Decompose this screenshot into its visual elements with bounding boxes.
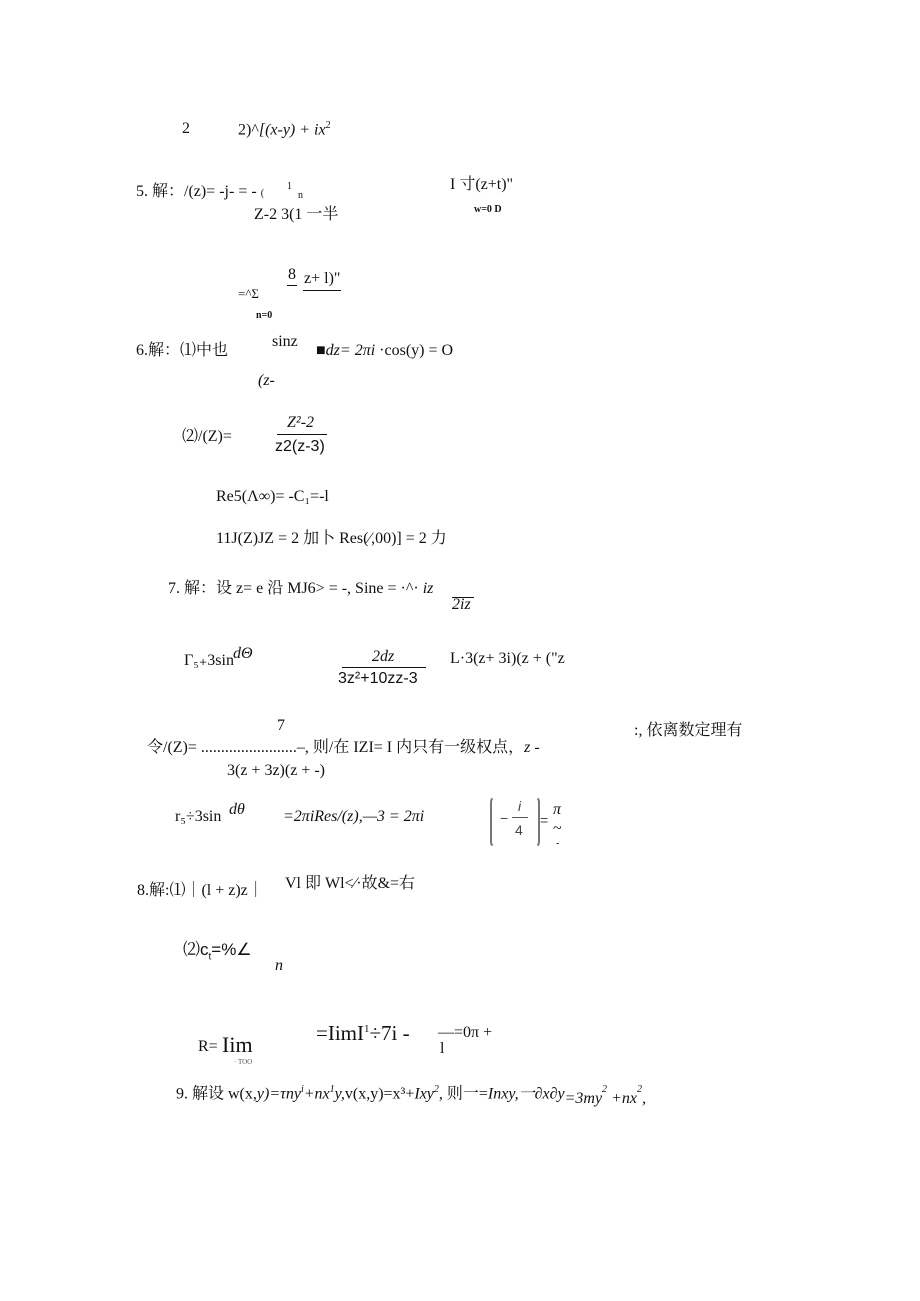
q5-sum-num: 8 xyxy=(288,266,296,283)
q7-box-pi: π xyxy=(553,801,562,818)
q7-label xyxy=(168,580,433,598)
q7-eq2: =2πiRes/(z),—3 = 2πi xyxy=(283,808,425,825)
q5-right-term: I 寸(z+t)" xyxy=(450,176,514,193)
q7-seven: 7 xyxy=(277,717,285,734)
q7-den-quad: 3z²+10zz-3 xyxy=(338,670,418,687)
q7-label-iz: iz xyxy=(422,580,434,597)
q7-box-eq: = xyxy=(540,812,549,828)
q6-integral: 11J(Z)JZ = 2 加卜 Res(⁄,00)] = 2 力 xyxy=(216,530,447,547)
q7-ling-z: z - xyxy=(524,739,540,756)
q9-b-sup: i xyxy=(300,1084,304,1095)
q8-n: n xyxy=(275,957,283,974)
q5-paren: ( xyxy=(260,188,265,199)
q8-eq-sup: 1 xyxy=(364,1023,370,1035)
q7-box-i: i xyxy=(518,798,522,814)
q5-sum-fracline xyxy=(287,285,297,286)
q7-ling xyxy=(147,739,540,757)
q5-denominator: Z-2 3(1 一半 xyxy=(254,206,339,223)
q9-i-sup: 2 xyxy=(602,1084,608,1095)
q7-dtheta: dΘ xyxy=(233,645,253,662)
q8-lim-sub: · TOO xyxy=(234,1058,253,1066)
q6-num: sinz xyxy=(272,333,298,350)
line1-expr-bracket: [(x-y) + ix xyxy=(258,121,326,139)
q7-r5: r₅÷3sin xyxy=(175,808,222,825)
q6-part2-num: Z²-2 xyxy=(287,414,315,431)
q8-eq xyxy=(316,1021,410,1045)
q8-eq-b: ÷7i - xyxy=(369,1021,410,1045)
q8-c-sub: t xyxy=(208,951,212,963)
q8-lim: Iim xyxy=(222,1032,253,1057)
q5-label-text: 5. 解：/(z)= -j- = - xyxy=(136,183,261,200)
q5-label xyxy=(136,183,264,201)
q5-right-sub: w=0 D xyxy=(474,204,502,215)
q8-c-part xyxy=(183,940,252,963)
line1-expression xyxy=(238,120,331,140)
q9-j-sup: 2 xyxy=(636,1084,642,1095)
q7-gamma: Γ₅₊3sin xyxy=(184,652,234,669)
q8-eq-a: =IimI xyxy=(316,1021,364,1045)
q8-R: R= xyxy=(198,1038,218,1055)
line1-expr-start: 2)^ xyxy=(238,121,259,139)
q9-k: , xyxy=(641,1090,646,1108)
q5-sum-prefix: =^Σ xyxy=(238,286,259,301)
q9-b: y)=τny xyxy=(256,1085,301,1103)
q5-sum-sub: n=0 xyxy=(256,310,273,321)
q7-box-fracline xyxy=(512,817,528,818)
q7-fracline-b xyxy=(342,667,426,668)
q6-residue: Re5(Λ∞)= -C₁=-l xyxy=(216,488,329,505)
q7-dtheta2: dθ xyxy=(229,801,245,818)
q5-subn: n xyxy=(298,190,303,201)
q7-label-text: 7. 解：设 z= e 沿 MJ6> = -, Sine = ·^· xyxy=(168,580,423,597)
q9-c-sup: 1 xyxy=(329,1084,335,1095)
q6-part2-fracline xyxy=(277,434,327,435)
q6-part2-label: ⑵/(Z)= xyxy=(182,428,232,445)
line1-number: 2 xyxy=(182,120,190,137)
q7-box-minus: − xyxy=(500,810,509,826)
q9-f: Ixy xyxy=(414,1085,434,1103)
q7-ling-text: 令/(Z)= ........................–, 则/在 IZI= I 内只有一级权点， xyxy=(147,739,525,756)
q7-ling-den: 3(z + 3z)(z + -) xyxy=(227,762,325,779)
q7-box-tilde: ~ xyxy=(553,820,562,837)
q7-num-2dz: 2dz xyxy=(372,648,395,665)
q9-f-sup: 2 xyxy=(433,1084,439,1095)
q9-line xyxy=(176,1084,646,1108)
q9-d: y, xyxy=(334,1085,345,1103)
q9-a: 9. 解设 w(x, xyxy=(176,1085,257,1103)
line1-expr-sup: 2 xyxy=(325,120,331,131)
q9-g: , 则一= xyxy=(438,1085,488,1103)
q9-i: =3my xyxy=(564,1090,603,1108)
q6-equation xyxy=(316,342,453,360)
q9-h: Inxy,一∂x∂y xyxy=(487,1085,565,1103)
q6-part2-den: z2(z-3) xyxy=(275,438,325,455)
q7-box-4: 4 xyxy=(515,822,523,838)
q8-label: 8.解:⑴｜(l + z)z｜ xyxy=(137,882,264,899)
q6-eq-dz: dz= 2πi xyxy=(325,342,376,359)
q8-right: Vl 即 Wl<⁄·故&=右 xyxy=(285,875,416,892)
q5-sum-term: z+ l)" xyxy=(304,270,341,287)
q8-eq-c: —=0π + xyxy=(438,1024,493,1041)
q7-right-factor: L·3(z+ 3i)(z + ("z xyxy=(450,650,565,667)
q5-term-line xyxy=(303,290,341,291)
q8-c-rest: =%∠ xyxy=(211,940,252,959)
q5-sup: 1 xyxy=(287,181,292,192)
q7-ling-right: :, 依离数定理有 xyxy=(634,722,743,739)
q6-label: 6.解：⑴中也 xyxy=(136,342,229,359)
q6-eq-square: ■ xyxy=(316,342,326,359)
q6-eq-cos: ·cos(y) = O xyxy=(375,342,454,359)
q9-c: +nx xyxy=(303,1085,330,1103)
q8-eq-den: l xyxy=(440,1040,445,1057)
q9-e: v(x,y)=x³+ xyxy=(344,1085,415,1103)
q6-den: (z- xyxy=(258,372,275,389)
q8-c-text: ⑵c xyxy=(183,940,209,959)
q9-j: +nx xyxy=(607,1090,637,1108)
q7-den-2iz: 2iz xyxy=(452,596,471,613)
q7-box-dash: - xyxy=(556,838,560,849)
